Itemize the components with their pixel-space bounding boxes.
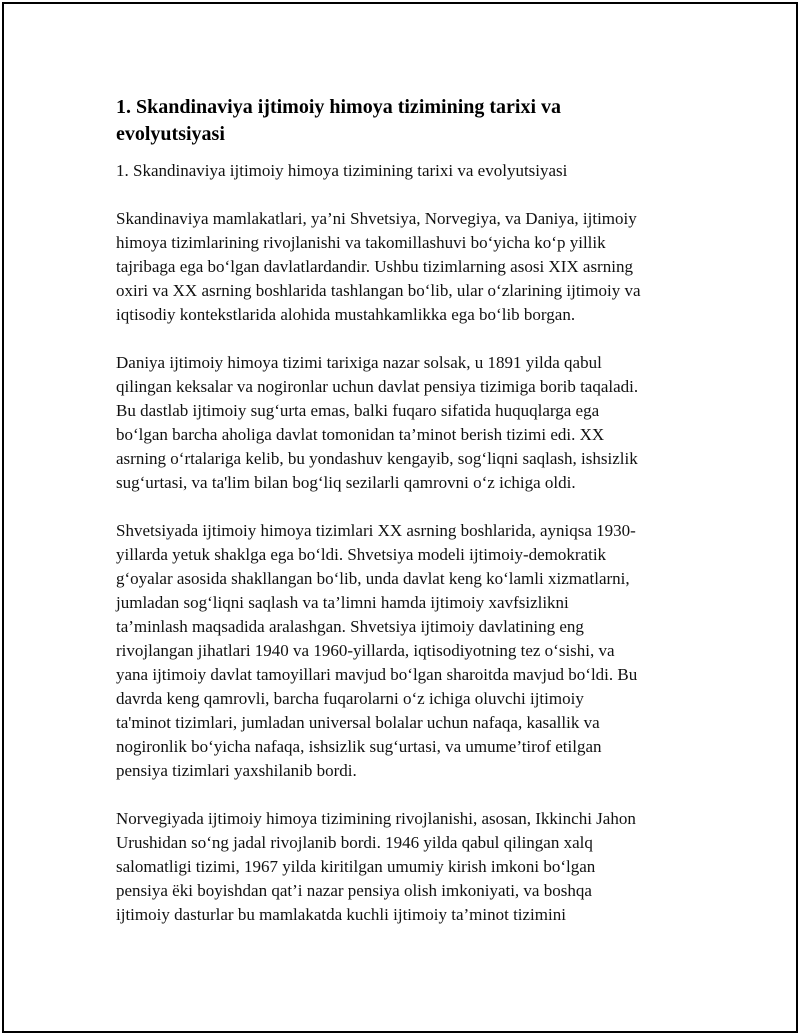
text-line: Urushidan so‘ng jadal rivojlanib bordi. 1946 yilda qabul qilingan xalq — [116, 833, 593, 852]
paragraph-sweden — [116, 519, 696, 783]
text-line: himoya tizimlarining rivojlanishi va takomillashuvi bo‘yicha ko‘p yillik — [116, 233, 606, 252]
text-line: g‘oyalar asosida shakllangan bo‘lib, unda davlat keng ko‘lamli xizmatlarni, — [116, 569, 630, 588]
document-heading — [116, 94, 696, 148]
text-line: ta’minlash maqsadida aralashgan. Shvetsiya ijtimoiy davlatining eng — [116, 617, 584, 636]
text-line: tajribaga ega bo‘lgan davlatlardandir. Ushbu tizimlarning asosi XIX asrning — [116, 257, 633, 276]
text-line: Daniya ijtimoiy himoya tizimi tarixiga nazar solsak, u 1891 yilda qabul — [116, 353, 602, 372]
text-line: qilingan keksalar va nogironlar uchun davlat pensiya tizimiga borib taqaladi. — [116, 377, 639, 396]
text-line: yillarda yetuk shaklga ega bo‘ldi. Shvetsiya modeli ijtimoiy-demokratik — [116, 545, 607, 564]
text-line: ta'minot tizimlari, jumladan universal bolalar uchun nafaqa, kasallik va — [116, 713, 600, 732]
text-line: sug‘urtasi, va ta'lim bilan bog‘liq sezilarli qamrovni o‘z ichiga oldi. — [116, 473, 576, 492]
heading-line: 1. Skandinaviya ijtimoiy himoya tizimining tarixi va — [116, 96, 562, 118]
text-line: salomatligi tizimi, 1967 yilda kiritilgan umumiy kirish imkoni bo‘lgan — [116, 857, 596, 876]
section-subtitle: 1. Skandinaviya ijtimoiy himoya tizimining tarixi va evolyutsiyasi — [116, 161, 568, 180]
text-line: ijtimoiy dasturlar bu mamlakatda kuchli ijtimoiy ta’minot tizimini — [116, 905, 566, 924]
text-line: bo‘lgan barcha aholiga davlat tomonidan ta’minot berish tizimi edi. XX — [116, 425, 605, 444]
text-line: asrning o‘rtalariga kelib, bu yondashuv kengayib, sog‘liqni saqlash, ishsizlik — [116, 449, 638, 468]
text-line: oxiri va XX asrning boshlarida tashlangan bo‘lib, ular o‘zlarining ijtimoiy va — [116, 281, 641, 300]
text-line: Bu dastlab ijtimoiy sug‘urta emas, balki fuqaro sifatida huquqlarga ega — [116, 401, 600, 420]
text-line: pensiya tizimlari yaxshilanib bordi. — [116, 761, 357, 780]
document-body — [116, 94, 696, 951]
text-line: davrda keng qamrovli, barcha fuqarolarni o‘z ichiga oluvchi ijtimoiy — [116, 689, 584, 708]
paragraph-intro — [116, 207, 696, 327]
text-line: pensiya ëki boyishdan qat’i nazar pensiya olish imkoniyati, va boshqa — [116, 881, 592, 900]
text-line: jumladan sog‘liqni saqlash va ta’limni hamda ijtimoiy xavfsizlikni — [116, 593, 569, 612]
text-line: yana ijtimoiy davlat tamoyillari mavjud bo‘lgan sharoitda mavjud bo‘ldi. Bu — [116, 665, 638, 684]
text-line: rivojlangan jihatlari 1940 va 1960-yillarda, iqtisodiyotning tez o‘sishi, va — [116, 641, 615, 660]
paragraph-denmark — [116, 351, 696, 495]
text-line: Shvetsiyada ijtimoiy himoya tizimlari XX asrning boshlarida, ayniqsa 1930- — [116, 521, 636, 540]
text-line: Norvegiyada ijtimoiy himoya tizimining rivojlanishi, asosan, Ikkinchi Jahon — [116, 809, 636, 828]
text-line: Skandinaviya mamlakatlari, ya’ni Shvetsiya, Norvegiya, va Daniya, ijtimoiy — [116, 209, 637, 228]
paragraph-norway — [116, 807, 696, 927]
text-line: nogironlik bo‘yicha nafaqa, ishsizlik sug‘urtasi, va umume’tirof etilgan — [116, 737, 602, 756]
heading-line: evolyutsiyasi — [116, 123, 225, 145]
text-line: iqtisodiy kontekstlarida alohida mustahkamlikka ega bo‘lib borgan. — [116, 305, 576, 324]
